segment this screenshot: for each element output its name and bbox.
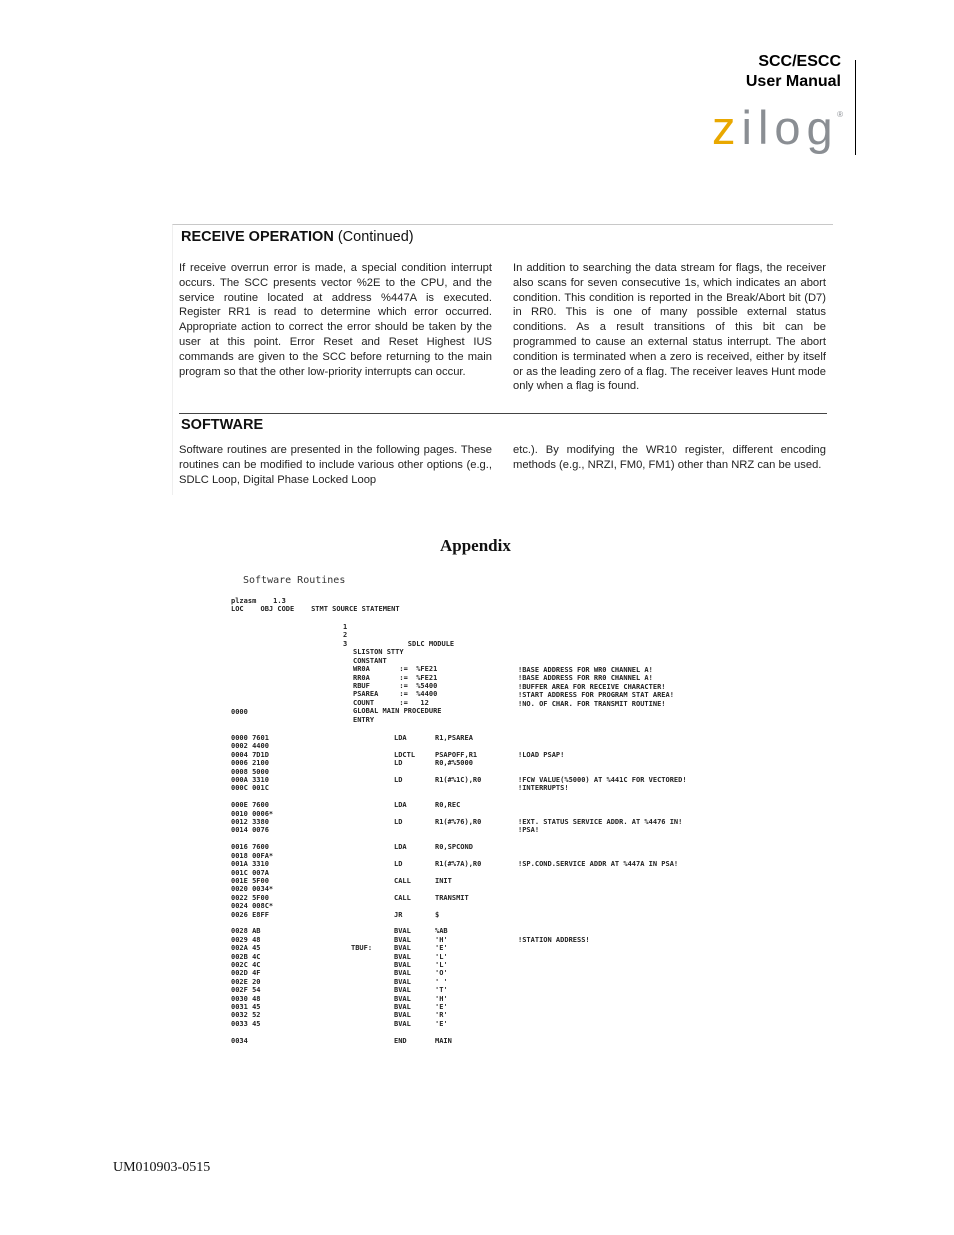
listing-header: plzasm 1.3 LOC OBJ CODE STMT SOURCE STATEMENT	[231, 597, 400, 614]
receive-right-paragraph: In addition to searching the data stream for flags, the receiver also scans for seven consecutive 1s, which indicates an abort condition. This condition is reported in the Break/Abort bit (D7) in RR0. This is one of many possible external status conditions. As a result transitions of this bit can be programmed to cause an external status interrupt. The abort condition is terminated when a zero is received, either by itself or as the leading zero of a flag. The receiver leaves Hunt mode only when a flag is found.	[513, 262, 826, 393]
receive-operation-heading	[181, 229, 414, 245]
manual-title-line1: SCC/ESCC	[758, 53, 841, 70]
receive-operation-title: RECEIVE OPERATION	[181, 229, 334, 245]
listing-code-labels: TBUF:	[351, 944, 373, 953]
zilog-logo	[712, 100, 847, 160]
receive-operation-continued: (Continued)	[333, 229, 414, 245]
registered-mark: ®	[837, 110, 843, 119]
appendix-title: Appendix	[440, 536, 511, 555]
listing-loc-0000: 0000	[231, 708, 248, 716]
software-routines-subtitle: Software Routines	[243, 575, 346, 586]
listing-declarations: SDLC MODULE SLISTON STTY CONSTANT WR0A := %FE21 RR0A := %FE21 RBUF := %5400 PSAREA := %4400 COUNT := 12 GLOBAL MAIN PROCEDURE ENTRY	[353, 640, 455, 724]
listing-code-operands: R1,PSAREA PSAPOFF,R1 R0,#%5000 R1(#%1C),R0 R0,REC R1(#%76),R0 R0,SPCOND R1(#%7A),R0 INIT TRANSMIT $ %AB 'H' 'E' 'L' 'L' 'O' ' ' 'T' 'H' 'E' 'R' 'E' MAIN	[435, 734, 482, 1045]
software-heading: SOFTWARE	[181, 417, 264, 433]
listing-code-comments: !LOAD PSAP! !FCW VALUE(%5000) AT %441C FOR VECTORED! !INTERRUPTS! !EXT. STATUS SERVICE ADDR. AT %4476 IN! !PSA! !SP.COND.SERVICE ADDR AT %447A IN PSA! !STATION ADDRESS!	[518, 750, 687, 944]
manual-title-line2: User Manual	[745, 73, 841, 90]
listing-code-opcodes: LDA LDCTL LD LD LDA LD LDA LD CALL CALL JR BVAL BVAL BVAL BVAL BVAL BVAL BVAL BVAL BVAL BVAL BVAL BVAL END	[394, 734, 416, 1045]
scanned-manual-excerpt	[172, 224, 833, 495]
section-divider	[179, 413, 827, 414]
software-left-paragraph: Software routines are presented in the following pages. These routines can be modified to include various other options (e.g., SDLC Loop, Digital Phase Locked Loop	[179, 444, 492, 486]
zilog-logo-text	[712, 100, 839, 156]
zilog-logo-z: z	[712, 101, 742, 154]
header-divider	[855, 60, 856, 155]
listing-stmt-numbers: 1 2 3	[343, 623, 348, 648]
zilog-logo-rest: ilog	[741, 101, 839, 154]
software-right-paragraph: etc.). By modifying the WR10 register, different encoding methods (e.g., NRZI, FM0, FM1) other than NRZ can be used.	[513, 444, 826, 471]
document-id: UM010903-0515	[113, 1160, 211, 1175]
listing-declaration-comments: !BASE ADDRESS FOR WR0 CHANNEL A! !BASE ADDRESS FOR RR0 CHANNEL A! !BUFFER AREA FOR RECEIVE CHARACTER! !START ADDRESS FOR PROGRAM STAT AREA! !NO. OF CHAR. FOR TRANSMIT ROUTINE!	[518, 666, 674, 708]
receive-left-paragraph: If receive overrun error is made, a special condition interrupt occurs. The SCC presents vector %2E to the CPU, and the service routine located at address %447A is executed. Register RR1 is read to determine which error occurred. Appropriate action to correct the error should be taken by the user at this point. Error Reset and Reset Highest IUS commands are given to the SCC before returning to the main program so that the other low-priority interrupts can occur.	[179, 262, 492, 378]
listing-code-locations: 0000 7601 0002 4400 0004 7D1D 0006 2100 0008 5000 000A 3310 000C 001C 000E 7600 0010 0006* 0012 3380 0014 0076 0016 7600 0018 00FA* 001A 3310 001C 007A 001E 5F00 0020 0034* 0022 5F00 0024 008C* 0026 E8FF 0028 AB 0029 48 002A 45 002B 4C 002C 4C 002D 4F 002E 20 002F 54 0030 48 0031 45 0032 52 0033 45 0034	[231, 734, 274, 1045]
